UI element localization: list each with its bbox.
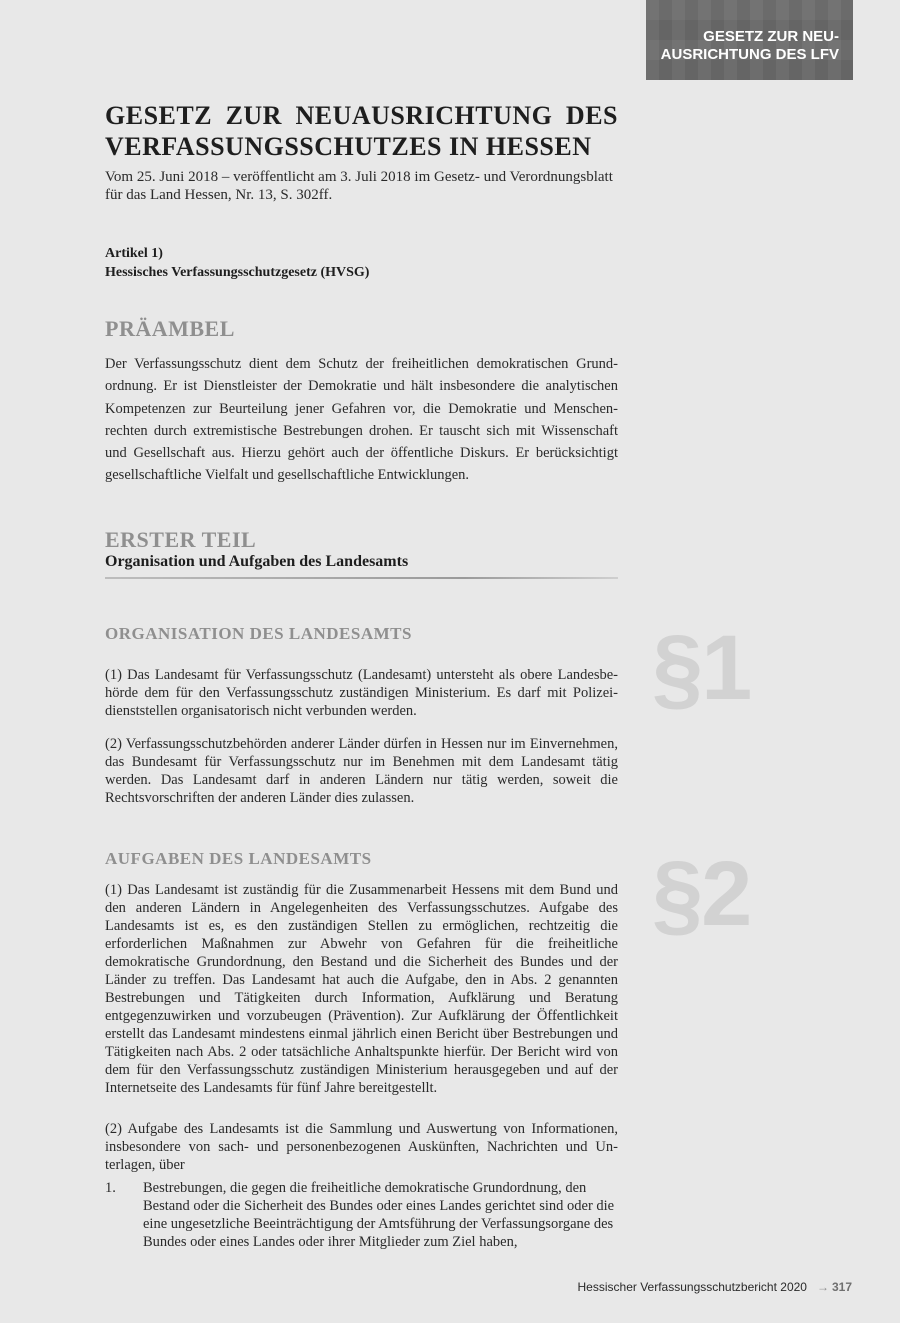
section1-heading: ORGANISATION DES LANDESAMTS bbox=[105, 624, 412, 643]
artikel-block bbox=[105, 244, 625, 282]
artikel-title: Hessisches Verfassungsschutzgesetz (HVSG) bbox=[105, 265, 370, 280]
section1-paragraph2: (2) Verfassungsschutzbehörden anderer Länder dürfen in Hessen nur im Einvernehmen, das Bundesamt für Verfassungsschutz nur im Benehmen mit dem Landesamt tätig werden. Das Landesamt darf in anderen Ländern nur tätig werden, soweit die Rechtsvorschriften der anderen Länder dies zulassen. bbox=[105, 736, 618, 806]
chapter-tab bbox=[646, 0, 853, 80]
chapter-tab-line1: GESETZ ZUR NEU- bbox=[703, 28, 839, 45]
law-title-line2: VERFASSUNGSSCHUTZES IN HESSEN bbox=[105, 132, 592, 161]
page-number: 317 bbox=[831, 1280, 852, 1294]
law-title bbox=[105, 100, 618, 162]
footer-publication: Hessischer Verfassungsschutzbericht 2020 bbox=[577, 1280, 807, 1294]
list-item-number: 1. bbox=[105, 1180, 116, 1196]
praeambel-heading: PRÄAMBEL bbox=[105, 316, 235, 341]
section2-heading: AUFGABEN DES LANDESAMTS bbox=[105, 849, 372, 868]
part-subheading: Organisation und Aufgaben des Landesamts bbox=[105, 553, 409, 570]
arrow-right-icon: → bbox=[816, 1280, 829, 1294]
section-number-1: §1 bbox=[652, 617, 751, 719]
section1-paragraph1: (1) Das Landesamt für Verfassungsschutz (Landesamt) untersteht als obere Landesbehörde dem für den Verfassungsschutz zuständigen Ministerium. Es darf mit Polizeidienststellen organisatorisch nicht verbunden werden. bbox=[105, 667, 618, 719]
list-item-text: Bestrebungen, die gegen die freiheitliche demokratische Grundordnung, den Bestand oder die Sicherheit des Bundes oder eines Landes gerichtet sind oder die eine ungesetzliche Beeinträchtigung der Amtsführung der Verfassungsorgane des Bundes oder eines Landes oder ihrer Mitglieder zum Ziel haben, bbox=[143, 1180, 615, 1250]
part-heading: ERSTER TEIL bbox=[105, 527, 257, 552]
part-divider bbox=[105, 577, 618, 579]
artikel-number: Artikel 1) bbox=[105, 246, 163, 261]
page-footer bbox=[520, 1280, 852, 1294]
section2-paragraph1: (1) Das Landesamt ist zuständig für die Zusammenarbeit Hessens mit dem Bund und den anderen Ländern in Angelegenheiten des Verfassungsschutzes. Aufgabe des Landesamts ist es, es den zuständigen Stellen zu ermöglichen, rechtzeitig die erforderlichen Maßnahmen zur Abwehr von Gefahren für die freiheitliche demokratische Grundordnung, den Bestand und die Sicherheit des Bundes und der Länder zu treffen. Das Landesamt hat auch die Aufgabe, den in Abs. 2 genannten Bestrebungen und Tätigkeiten durch Information, Aufklärung und Beratung entgegenzuwirken und vorzubeugen (Prävention). Zur Aufklärung der Öffentlichkeit erstellt das Landesamt mindestens einmal jährlich einen Bericht über Bestrebungen und Tätigkeiten nach Abs. 2 oder tatsächliche Anhaltspunkte hierfür. Der Bericht wird von dem für den Verfassungsschutz zuständigen Ministerium herausgegeben und auf der Internetseite des Landesamts für fünf Jahre bereitgestellt. bbox=[105, 882, 618, 1096]
list-item bbox=[105, 1179, 618, 1251]
law-title-line1: GESETZ ZUR NEUAUSRICHTUNG DES bbox=[105, 101, 618, 130]
publication-note: Vom 25. Juni 2018 – veröffentlicht am 3. Juli 2018 im Gesetz- und Verordnungsblatt für das Land Hessen, Nr. 13, S. 302ff. bbox=[105, 169, 613, 203]
praeambel-text: Der Verfassungsschutz dient dem Schutz der freiheitlichen demokratischen Grundordnung. Er ist Dienstleister der Demokratie und hält insbesondere die analytischen Kompetenzen zur Beurteilung jener Gefahren vor, die Demokratie und Menschenrechten durch extremistische Bestrebungen drohen. Er tauscht sich mit Wissenschaft und Gesellschaft aus. Hierzu gehört auch der öffentliche Diskurs. Er berücksichtigt gesellschaftliche Vielfalt und gesellschaftliche Entwicklungen. bbox=[105, 356, 618, 484]
chapter-tab-line2: AUSRICHTUNG DES LFV bbox=[660, 46, 839, 63]
section2-paragraph2: (2) Aufgabe des Landesamts ist die Sammlung und Auswertung von Informationen, insbesondere von sach- und personenbezogenen Auskünften, Nachrichten und Unterlagen, über bbox=[105, 1121, 618, 1173]
section-number-2: §2 bbox=[652, 843, 751, 945]
